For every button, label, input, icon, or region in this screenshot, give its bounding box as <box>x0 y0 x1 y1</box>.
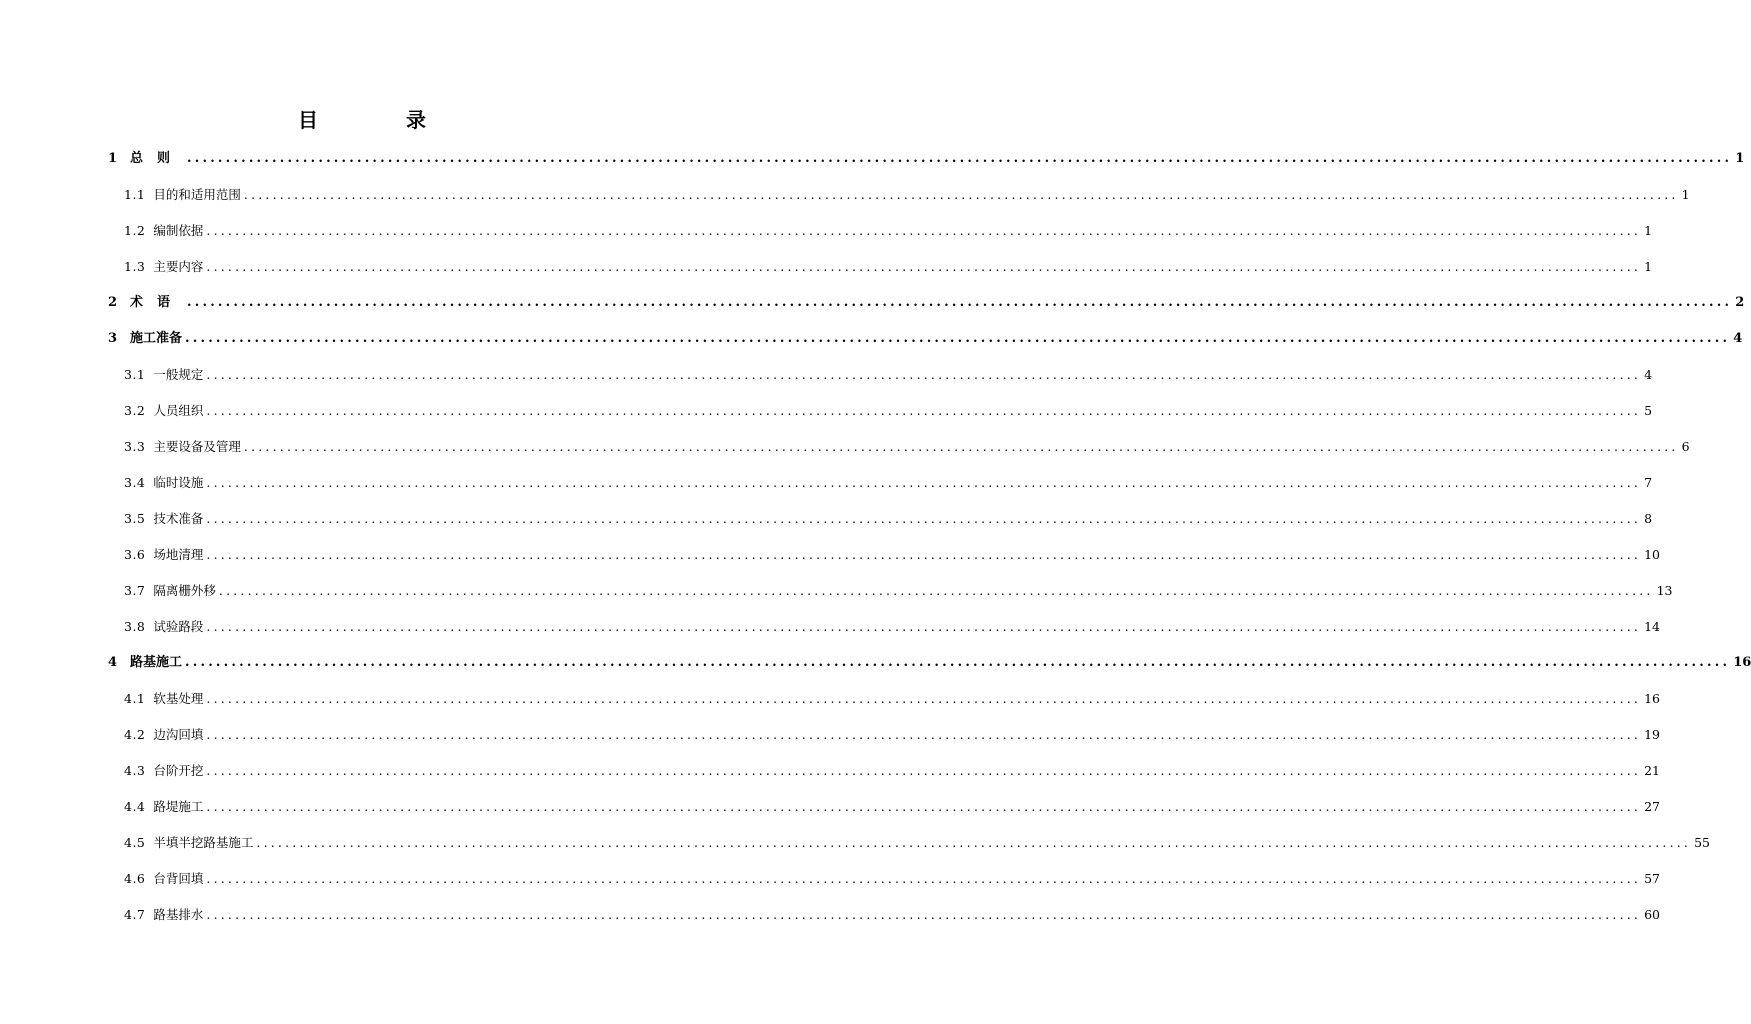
toc-entry-page-number: 7 <box>1644 475 1653 490</box>
toc-dot-leader: ........................................................................................................................................................................................................ <box>206 799 1642 814</box>
toc-entry-number: 4 <box>108 655 118 670</box>
toc-dot-leader: ........................................................................................................................................................................................................ <box>206 403 1642 418</box>
toc-section-entry[interactable] <box>108 866 1660 902</box>
toc-section-entry[interactable] <box>108 254 1653 290</box>
toc-entry-number: 4.5 <box>124 835 146 850</box>
toc-entry-title: 半填半挖路基施工 <box>153 835 254 850</box>
toc-entry-title: 试验路段 <box>153 619 204 634</box>
toc-entry-number: 3.7 <box>124 583 146 598</box>
toc-entry-title: 人员组织 <box>153 403 204 418</box>
toc-entry-title: 术语 <box>130 295 185 310</box>
toc-section-entry[interactable] <box>108 434 1690 470</box>
toc-entry-title: 台背回填 <box>153 871 204 886</box>
toc-entry-number: 3.3 <box>124 439 146 454</box>
toc-entry-page-number: 60 <box>1644 907 1660 922</box>
toc-entry-number: 4.3 <box>124 763 146 778</box>
toc-dot-leader: ........................................................................................................................................................................................................ <box>206 619 1642 634</box>
toc-dot-leader: ........................................................................................................................................................................................................ <box>243 187 1679 202</box>
toc-dot-leader: ........................................................................................................................................................................................................ <box>206 511 1642 526</box>
toc-entry-page-number: 4 <box>1644 367 1653 382</box>
toc-dot-leader: ........................................................................................................................................................................................................ <box>206 367 1642 382</box>
toc-entry-number: 1.2 <box>124 223 146 238</box>
toc-entry-title: 隔离栅外移 <box>153 583 216 598</box>
toc-section-entry[interactable] <box>108 686 1660 722</box>
toc-entry-number: 1 <box>108 151 118 166</box>
toc-entry-title: 主要设备及管理 <box>153 439 241 454</box>
toc-title: 目 录 <box>298 108 460 132</box>
toc-entry-page-number: 57 <box>1644 871 1660 886</box>
toc-entry-title: 一般规定 <box>153 367 204 382</box>
toc-section-entry[interactable] <box>108 830 1710 866</box>
toc-entry-page-number: 5 <box>1644 403 1653 418</box>
toc-entry-page-number: 16 <box>1733 655 1751 670</box>
toc-section-entry[interactable] <box>108 722 1660 758</box>
toc-dot-leader: ........................................................................................................................................................................................................ <box>185 331 1731 346</box>
toc-entry-number: 3 <box>108 331 118 346</box>
toc-entry-number: 4.1 <box>124 691 146 706</box>
toc-section-entry[interactable] <box>108 542 1660 578</box>
toc-entry-number: 3.8 <box>124 619 146 634</box>
toc-entry-number: 3.4 <box>124 475 146 490</box>
toc-dot-leader: ........................................................................................................................................................................................................ <box>206 259 1642 274</box>
toc-section-entry[interactable] <box>108 182 1690 218</box>
toc-entry-number: 1.3 <box>124 259 146 274</box>
toc-entry-title: 施工准备 <box>130 331 183 346</box>
toc-section-entry[interactable] <box>108 902 1660 938</box>
toc-entry-number: 3.1 <box>124 367 146 382</box>
toc-entry-title: 临时设施 <box>153 475 204 490</box>
toc-entry-title: 编制依据 <box>153 223 204 238</box>
toc-chapter-entry[interactable] <box>108 650 1751 686</box>
toc-section-entry[interactable] <box>108 506 1653 542</box>
toc-entry-page-number: 2 <box>1735 295 1745 310</box>
toc-section-entry[interactable] <box>108 794 1660 830</box>
toc-entry-page-number: 21 <box>1644 763 1660 778</box>
toc-entry-number: 4.4 <box>124 799 146 814</box>
toc-dot-leader: ........................................................................................................................................................................................................ <box>206 223 1642 238</box>
toc-entry-number: 4.2 <box>124 727 146 742</box>
toc-dot-leader: ........................................................................................................................................................................................................ <box>206 547 1642 562</box>
toc-dot-leader: ........................................................................................................................................................................................................ <box>187 151 1733 166</box>
toc-section-entry[interactable] <box>108 578 1673 614</box>
toc-dot-leader: ........................................................................................................................................................................................................ <box>218 583 1654 598</box>
toc-entry-number: 1.1 <box>124 187 146 202</box>
toc-dot-leader: ........................................................................................................................................................................................................ <box>206 907 1642 922</box>
toc-entry-page-number: 8 <box>1644 511 1653 526</box>
toc-section-entry[interactable] <box>108 614 1660 650</box>
toc-entry-page-number: 1 <box>1681 187 1690 202</box>
toc-entry-page-number: 14 <box>1644 619 1660 634</box>
toc-section-entry[interactable] <box>108 218 1653 254</box>
toc-entry-number: 3.5 <box>124 511 146 526</box>
toc-entry-title: 场地清理 <box>153 547 204 562</box>
toc-chapter-entry[interactable] <box>108 146 1745 182</box>
toc-dot-leader: ........................................................................................................................................................................................................ <box>256 835 1692 850</box>
toc-dot-leader: ........................................................................................................................................................................................................ <box>206 871 1642 886</box>
toc-entry-title: 软基处理 <box>153 691 204 706</box>
toc-entry-page-number: 27 <box>1644 799 1660 814</box>
toc-entry-page-number: 16 <box>1644 691 1660 706</box>
toc-entry-title: 主要内容 <box>153 259 204 274</box>
toc-dot-leader: ........................................................................................................................................................................................................ <box>206 475 1642 490</box>
toc-entry-number: 2 <box>108 295 118 310</box>
toc-entry-page-number: 10 <box>1644 547 1660 562</box>
table-of-contents <box>108 146 1751 938</box>
toc-dot-leader: ........................................................................................................................................................................................................ <box>185 655 1731 670</box>
toc-section-entry[interactable] <box>108 758 1660 794</box>
toc-entry-page-number: 55 <box>1694 835 1710 850</box>
toc-entry-title: 路堤施工 <box>153 799 204 814</box>
toc-entry-title: 台阶开挖 <box>153 763 204 778</box>
toc-chapter-entry[interactable] <box>108 290 1745 326</box>
toc-entry-page-number: 19 <box>1644 727 1660 742</box>
toc-entry-title: 技术准备 <box>153 511 204 526</box>
toc-section-entry[interactable] <box>108 398 1653 434</box>
toc-dot-leader: ........................................................................................................................................................................................................ <box>206 763 1642 778</box>
toc-entry-page-number: 1 <box>1644 259 1653 274</box>
toc-dot-leader: ........................................................................................................................................................................................................ <box>206 727 1642 742</box>
toc-dot-leader: ........................................................................................................................................................................................................ <box>243 439 1679 454</box>
toc-entry-page-number: 4 <box>1733 331 1743 346</box>
toc-entry-title: 目的和适用范围 <box>153 187 241 202</box>
toc-entry-title: 边沟回填 <box>153 727 204 742</box>
toc-entry-title: 总则 <box>130 151 185 166</box>
toc-entry-number: 3.2 <box>124 403 146 418</box>
toc-entry-title: 路基排水 <box>153 907 204 922</box>
toc-section-entry[interactable] <box>108 470 1653 506</box>
toc-dot-leader: ........................................................................................................................................................................................................ <box>206 691 1642 706</box>
toc-entry-title: 路基施工 <box>130 655 183 670</box>
toc-entry-number: 4.7 <box>124 907 146 922</box>
toc-dot-leader: ........................................................................................................................................................................................................ <box>187 295 1733 310</box>
toc-entry-page-number: 1 <box>1644 223 1653 238</box>
toc-entry-page-number: 1 <box>1735 151 1745 166</box>
toc-section-entry[interactable] <box>108 362 1653 398</box>
toc-entry-number: 3.6 <box>124 547 146 562</box>
toc-entry-page-number: 13 <box>1656 583 1673 598</box>
toc-entry-number: 4.6 <box>124 871 146 886</box>
toc-chapter-entry[interactable] <box>108 326 1743 362</box>
toc-entry-page-number: 6 <box>1681 439 1690 454</box>
